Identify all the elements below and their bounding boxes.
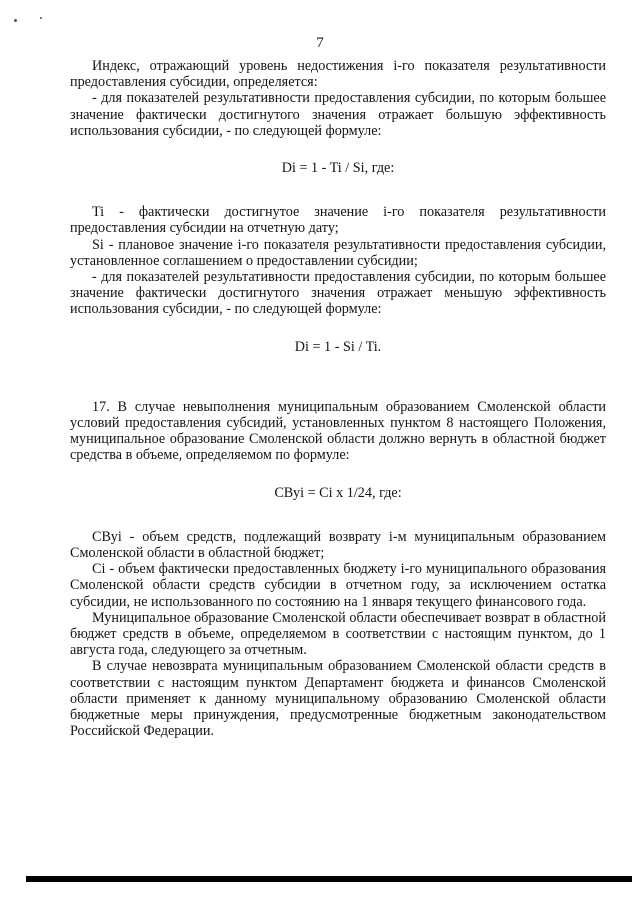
document-body bbox=[70, 58, 606, 740]
formula-d-i-first: Di = 1 - Ti / Si, где: bbox=[281, 160, 395, 177]
scan-artifact-dot bbox=[14, 19, 17, 22]
definition-sv-i: СВуi - объем средств, подлежащий возврату i-м муниципальным образованием Смоленской области в областной бюджет; bbox=[70, 528, 606, 562]
definition-s-i: Si - плановое значение i-го показателя результативности предоставления субсидии, установленное соглашением о предоставлении субсидии; bbox=[70, 236, 606, 269]
paragraph-enforcement: В случае невозврата муниципальным образованием Смоленской области средств в соответствии с настоящим пунктом Департамент бюджета и финансов Смоленской области применяет к данному муниципальному образованию Смоленской области бюджетные меры принуждения, предусмотренные бюджетным законодательством Российской Федерации. bbox=[70, 658, 606, 740]
page-number: 7 bbox=[316, 35, 324, 51]
bottom-border-line bbox=[26, 876, 632, 882]
paragraph-item-17: 17. В случае невыполнения муниципальным образованием Смоленской области условий предоставления субсидий, установленных пунктом 8 настоящего Положения, муниципальное образование Смоленской области должно вернуть в областной бюджет средства в объеме, определяемом по формуле: bbox=[70, 398, 606, 464]
paragraph-index-intro: Индекс, отражающий уровень недостижения i-го показателя результативности предоставления субсидии, определяется: bbox=[70, 58, 606, 91]
definition-c-i: Ci - объем фактически предоставленных бюджету i-го муниципального образования Смоленской области средств субсидии в отчетном году, за исключением остатка субсидии, не использованного по состоянию на 1 января текущего финансового года. bbox=[70, 561, 606, 610]
definition-t-i: Ti - фактически достигнутое значение i-го показателя результативности предоставления субсидии на отчетную дату; bbox=[70, 204, 606, 237]
paragraph-return-deadline: Муниципальное образование Смоленской области обеспечивает возврат в областной бюджет средств в объеме, определяемом в соответствии с настоящим пунктом, до 1 августа года, следующего за отчетным. bbox=[70, 609, 606, 659]
paragraph-case-greater-better: - для показателей результативности предоставления субсидии, по которым большее значение фактически достигнутого значения отражает большую эффективность использования субсидии, - по следующей формуле: bbox=[70, 90, 606, 139]
scan-artifact-dot bbox=[40, 17, 42, 19]
paragraph-case-greater-worse: - для показателей результативности предоставления субсидии, по которым большее значение фактически достигнутого значения отражает меньшую эффективность использования субсидии, - по следующей формуле: bbox=[70, 269, 606, 318]
formula-return-amount: СВуi = Ci x 1/24, где: bbox=[274, 484, 402, 501]
formula-d-i-second: Di = 1 - Si / Ti. bbox=[294, 338, 382, 355]
